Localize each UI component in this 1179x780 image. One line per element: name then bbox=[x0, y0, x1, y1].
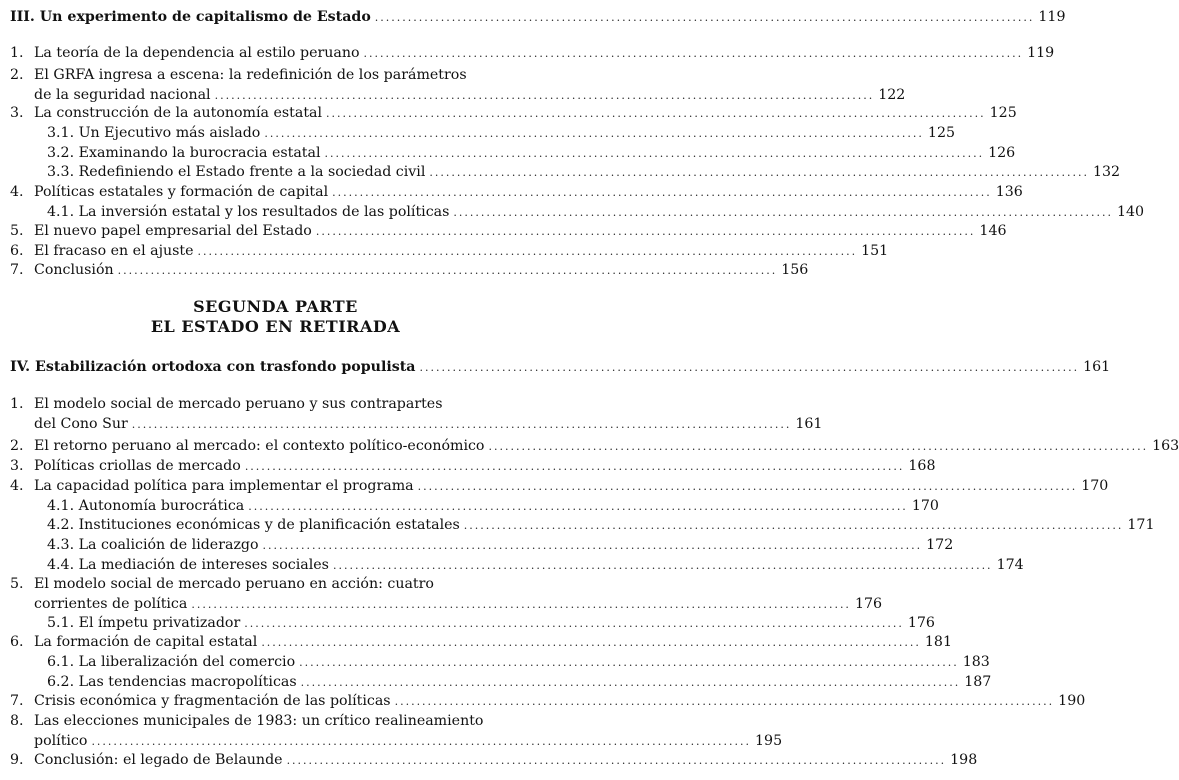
entry-line bbox=[34, 64, 541, 86]
entry-title: La formación de capital estatal bbox=[34, 634, 258, 650]
toc-entry bbox=[10, 435, 1179, 457]
page-number: 171 bbox=[1127, 517, 1155, 533]
toc-entry bbox=[10, 631, 952, 653]
page-number: 161 bbox=[795, 416, 823, 432]
page-number: 125 bbox=[989, 105, 1017, 121]
dot-leader: ........................................................................................................................ bbox=[429, 166, 1089, 179]
page-number: 126 bbox=[988, 145, 1016, 161]
entry-line bbox=[34, 413, 823, 436]
dot-leader: ........................................................................................................................ bbox=[248, 500, 908, 513]
dot-leader: ........................................................................................................................ bbox=[286, 754, 947, 767]
toc-entry bbox=[10, 181, 1023, 203]
entry-content bbox=[34, 42, 1055, 65]
dot-leader: ........................................................................................................................ bbox=[261, 636, 921, 649]
toc-entry bbox=[10, 573, 883, 612]
dot-leader: ........................................................................................................................ bbox=[332, 186, 992, 199]
page-number: 174 bbox=[996, 557, 1024, 573]
entry-title: 5.1. El ímpetu privatizador bbox=[47, 615, 241, 631]
page-number: 132 bbox=[1092, 164, 1121, 180]
page-number: 183 bbox=[962, 654, 990, 670]
entry-content bbox=[34, 573, 883, 612]
entry-title: Conclusión: el legado de Belaunde bbox=[34, 752, 283, 768]
part-title: SEGUNDA PARTE bbox=[193, 297, 358, 316]
dot-leader: ........................................................................................................................ bbox=[332, 559, 993, 572]
dot-leader: ........................................................................................................................ bbox=[488, 440, 1149, 453]
toc-entry bbox=[10, 651, 990, 673]
entry-line bbox=[34, 573, 541, 595]
toc-entry bbox=[10, 710, 783, 749]
entry-content bbox=[34, 710, 783, 749]
entry-title: del Cono Sur bbox=[34, 416, 128, 432]
dot-leader: ........................................................................................................................ bbox=[299, 656, 959, 669]
entry-title: El retorno peruano al mercado: el contexto político-económico bbox=[34, 438, 485, 454]
dot-leader: ........................................................................................................................ bbox=[191, 598, 851, 611]
entry-title: Políticas estatales y formación de capital bbox=[34, 184, 329, 200]
entry-line bbox=[10, 356, 1111, 379]
entry-number: 6. bbox=[10, 634, 24, 650]
entry-title: 6.2. Las tendencias macropolíticas bbox=[47, 674, 297, 690]
toc-entry bbox=[10, 64, 906, 103]
dot-leader: ........................................................................................................................ bbox=[394, 695, 1055, 708]
entry-title: Las elecciones municipales de 1983: un crítico realineamiento bbox=[34, 713, 484, 729]
dot-leader: ........................................................................................................................ bbox=[363, 47, 1024, 60]
entry-content bbox=[10, 6, 1066, 29]
entry-title: El modelo social de mercado peruano y sus contrapartes bbox=[34, 396, 443, 412]
dot-leader: ........................................................................................................................ bbox=[463, 519, 1124, 532]
page-number: 181 bbox=[924, 634, 952, 650]
page-number: 198 bbox=[950, 752, 978, 768]
page-number: 168 bbox=[908, 458, 936, 474]
toc-entry bbox=[10, 514, 1155, 536]
entry-number: 5. bbox=[10, 223, 24, 239]
toc-entry bbox=[10, 42, 1055, 64]
toc-entry bbox=[10, 749, 978, 771]
entry-title: La capacidad política para implementar el programa bbox=[34, 478, 414, 494]
entry-number: 7. bbox=[10, 262, 24, 278]
dot-leader: ........................................................................................................................ bbox=[315, 225, 976, 238]
page-number: 190 bbox=[1058, 693, 1086, 709]
page-number: 140 bbox=[1116, 204, 1145, 220]
dot-leader: ........................................................................................................................ bbox=[300, 676, 961, 689]
entry-title: La construcción de la autonomía estatal bbox=[34, 105, 323, 121]
page-number: 187 bbox=[964, 674, 992, 690]
entry-number: 1. bbox=[10, 396, 24, 412]
dot-leader: ........................................................................................................................ bbox=[131, 418, 792, 431]
toc-entry bbox=[10, 220, 1007, 242]
page-number: 161 bbox=[1083, 359, 1111, 375]
entry-line bbox=[34, 259, 809, 282]
entry-title: corrientes de política bbox=[34, 596, 188, 612]
dot-leader: ........................................................................................................................ bbox=[417, 480, 1078, 493]
entry-line bbox=[34, 393, 541, 415]
entry-number: 4. bbox=[10, 478, 24, 494]
entry-content bbox=[34, 393, 823, 432]
toc-entry bbox=[10, 161, 1121, 183]
entry-title: Conclusión bbox=[34, 262, 114, 278]
entry-title: 3.1. Un Ejecutivo más aislado bbox=[47, 125, 261, 141]
page-number: 151 bbox=[861, 243, 889, 259]
page-number: 170 bbox=[1081, 478, 1109, 494]
entry-title: El nuevo papel empresarial del Estado bbox=[34, 223, 312, 239]
entry-title: 4.1. Autonomía burocrática bbox=[47, 498, 245, 514]
page-number: 156 bbox=[781, 262, 809, 278]
entry-title: 3.3. Redefiniendo el Estado frente a la sociedad civil bbox=[47, 164, 426, 180]
dot-leader: ........................................................................................................................ bbox=[214, 89, 875, 102]
entry-title: 4.4. La mediación de intereses sociales bbox=[47, 557, 329, 573]
entry-number: 3. bbox=[10, 105, 24, 121]
page-number: 122 bbox=[878, 87, 906, 103]
entry-title: III. Un experimento de capitalismo de Estado bbox=[10, 9, 371, 25]
entry-title: Políticas criollas de mercado bbox=[34, 458, 241, 474]
entry-number: 6. bbox=[10, 243, 24, 259]
dot-leader: ........................................................................................................................ bbox=[374, 11, 1035, 24]
page-number: 195 bbox=[755, 733, 783, 749]
entry-number: 2. bbox=[10, 67, 24, 83]
page-number: 146 bbox=[979, 223, 1007, 239]
entry-title: El fracaso en el ajuste bbox=[34, 243, 194, 259]
dot-leader: ........................................................................................................................ bbox=[244, 460, 905, 473]
dot-leader: ........................................................................................................................ bbox=[453, 206, 1113, 219]
dot-leader: ........................................................................................................................ bbox=[264, 127, 924, 140]
entry-number: 3. bbox=[10, 458, 24, 474]
page-number: 136 bbox=[995, 184, 1023, 200]
entry-title: El modelo social de mercado peruano en acción: cuatro bbox=[34, 576, 434, 592]
toc-entry bbox=[10, 122, 956, 144]
entry-content bbox=[34, 259, 809, 282]
toc-entry bbox=[10, 475, 1109, 497]
toc-chapter bbox=[10, 356, 1111, 378]
part-subtitle: EL ESTADO EN RETIRADA bbox=[150, 317, 401, 336]
entry-title: 4.1. La inversión estatal y los resultados de las políticas bbox=[47, 204, 450, 220]
page-number: 176 bbox=[854, 596, 883, 612]
entry-line bbox=[34, 749, 978, 772]
dot-leader: ........................................................................................................................ bbox=[117, 264, 778, 277]
dot-leader: ........................................................................................................................ bbox=[197, 245, 858, 258]
entry-number: 9. bbox=[10, 752, 24, 768]
dot-leader: ........................................................................................................................ bbox=[326, 107, 986, 120]
toc-entry bbox=[10, 393, 823, 432]
entry-title: La teoría de la dependencia al estilo peruano bbox=[34, 45, 360, 61]
page-number: 172 bbox=[926, 537, 954, 553]
entry-content bbox=[34, 749, 978, 772]
page-number: 176 bbox=[907, 615, 935, 631]
entry-title: El GRFA ingresa a escena: la redefinición de los parámetros bbox=[34, 67, 467, 83]
entry-line bbox=[10, 6, 1066, 29]
entry-title: 3.2. Examinando la burocracia estatal bbox=[47, 145, 321, 161]
toc-chapter bbox=[10, 6, 1066, 28]
entry-number: 7. bbox=[10, 693, 24, 709]
entry-number: 4. bbox=[10, 184, 24, 200]
dot-leader: ........................................................................................................................ bbox=[419, 361, 1080, 374]
entry-title: 4.3. La coalición de liderazgo bbox=[47, 537, 259, 553]
entry-title: de la seguridad nacional bbox=[34, 87, 211, 103]
entry-title: político bbox=[34, 733, 88, 749]
dot-leader: ........................................................................................................................ bbox=[91, 735, 752, 748]
entry-number: 2. bbox=[10, 438, 24, 454]
entry-title: Crisis económica y fragmentación de las políticas bbox=[34, 693, 391, 709]
toc-entry bbox=[10, 455, 936, 477]
page-number: 119 bbox=[1038, 9, 1066, 25]
toc-entry bbox=[10, 102, 1017, 124]
entry-title: 4.2. Instituciones económicas y de planificación estatales bbox=[47, 517, 460, 533]
toc-entry bbox=[10, 259, 809, 281]
entry-line bbox=[34, 42, 1055, 65]
entry-title: IV. Estabilización ortodoxa con trasfondo populista bbox=[10, 359, 416, 375]
entry-content bbox=[10, 356, 1111, 379]
entry-line bbox=[34, 710, 541, 732]
page-number: 125 bbox=[927, 125, 956, 141]
entry-content bbox=[34, 64, 906, 103]
page-number: 119 bbox=[1027, 45, 1055, 61]
entry-number: 5. bbox=[10, 576, 24, 592]
dot-leader: ........................................................................................................................ bbox=[244, 617, 904, 630]
page-number: 170 bbox=[911, 498, 939, 514]
entry-number: 1. bbox=[10, 45, 24, 61]
entry-title: 6.1. La liberalización del comercio bbox=[47, 654, 296, 670]
toc-entry bbox=[10, 534, 954, 556]
entry-number: 8. bbox=[10, 713, 24, 729]
toc-entry bbox=[10, 690, 1086, 712]
dot-leader: ........................................................................................................................ bbox=[262, 539, 923, 552]
page-number: 163 bbox=[1152, 438, 1179, 454]
dot-leader: ........................................................................................................................ bbox=[324, 147, 985, 160]
